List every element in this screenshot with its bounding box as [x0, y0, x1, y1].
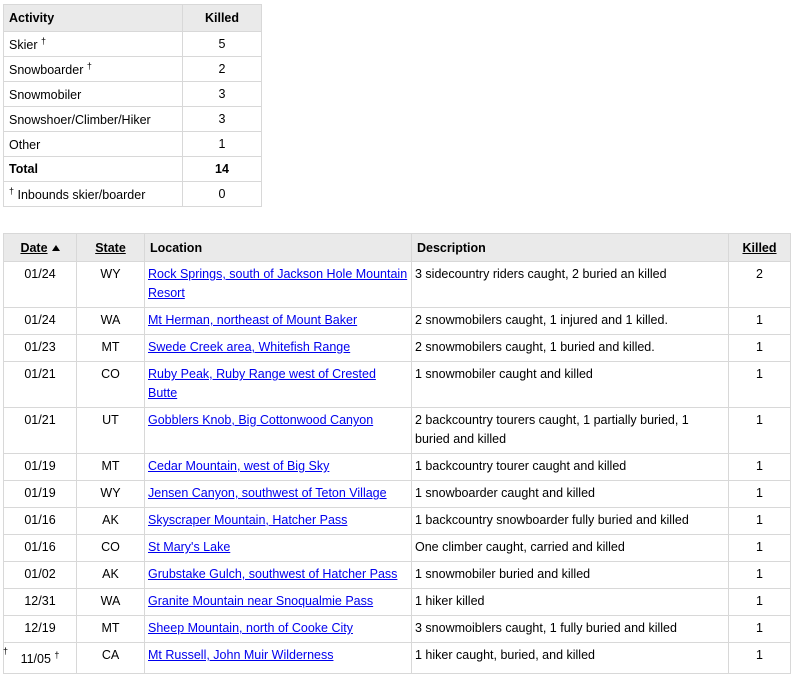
location-cell — [145, 643, 412, 674]
description-cell: 2 snowmobilers caught, 1 buried and killed. — [412, 335, 729, 362]
killed-cell: 5 — [183, 32, 262, 57]
sort-ascending-icon[interactable] — [52, 245, 60, 251]
date-value: 11/05 — [20, 652, 51, 666]
description-cell: 1 snowmobiler buried and killed — [412, 562, 729, 589]
summary-row — [4, 57, 262, 82]
description-column-header: Description — [412, 234, 729, 262]
date-value: 12/31 — [24, 594, 56, 608]
location-cell — [145, 589, 412, 616]
description-cell: 1 snowboarder caught and killed — [412, 481, 729, 508]
location-link[interactable]: Skyscraper Mountain, Hatcher Pass — [148, 513, 348, 527]
date-value: 12/19 — [24, 621, 56, 635]
killed-cell: 1 — [729, 535, 791, 562]
description-cell: 2 backcountry tourers caught, 1 partially buried, 1 buried and killed — [412, 408, 729, 454]
state-header-label[interactable]: State — [95, 240, 126, 255]
events-header-row — [4, 234, 791, 262]
state-cell: CO — [77, 362, 145, 408]
activity-label: Snowmobiler — [9, 88, 82, 102]
location-link[interactable]: Granite Mountain near Snoqualmie Pass — [148, 594, 374, 608]
description-cell: 1 hiker caught, buried, and killed — [412, 643, 729, 674]
table-row — [4, 508, 791, 535]
killed-cell: 1 — [729, 562, 791, 589]
date-cell — [4, 335, 77, 362]
state-cell: MT — [77, 335, 145, 362]
inbounds-label: Inbounds skier/boarder — [17, 188, 146, 202]
description-cell: 1 hiker killed — [412, 589, 729, 616]
date-cell — [4, 454, 77, 481]
killed-header-label[interactable]: Killed — [742, 240, 777, 255]
date-cell — [4, 308, 77, 335]
state-cell: AK — [77, 562, 145, 589]
activity-label: Skier — [9, 38, 38, 52]
date-cell — [4, 535, 77, 562]
activity-cell — [4, 107, 183, 132]
summary-inbounds-row — [4, 182, 262, 207]
killed-cell: 3 — [183, 82, 262, 107]
description-cell: 3 snowmoiblers caught, 1 fully buried and killed — [412, 616, 729, 643]
description-cell: 1 backcountry snowboarder fully buried and killed — [412, 508, 729, 535]
location-cell — [145, 562, 412, 589]
table-row — [4, 408, 791, 454]
summary-total-row — [4, 157, 262, 182]
date-header-label[interactable]: Date — [20, 240, 48, 255]
date-cell — [4, 589, 77, 616]
dagger-mark: † — [9, 186, 15, 196]
date-value: 01/19 — [24, 459, 56, 473]
date-cell — [4, 481, 77, 508]
state-cell: MT — [77, 616, 145, 643]
location-link[interactable]: Rock Springs, south of Jackson Hole Mountain Resort — [148, 267, 408, 300]
date-cell — [4, 616, 77, 643]
date-cell — [4, 362, 77, 408]
killed-cell: 2 — [729, 262, 791, 308]
killed-cell: 1 — [729, 362, 791, 408]
table-row — [4, 643, 791, 674]
killed-cell: 1 — [729, 589, 791, 616]
killed-cell: 1 — [729, 408, 791, 454]
date-value: 01/21 — [24, 367, 56, 381]
description-cell: 1 backcountry tourer caught and killed — [412, 454, 729, 481]
killed-cell: 1 — [729, 508, 791, 535]
summary-row — [4, 132, 262, 157]
date-cell — [4, 643, 77, 674]
activity-column-header: Activity — [4, 5, 183, 32]
avalanche-events-table — [3, 233, 791, 674]
killed-cell: 1 — [729, 335, 791, 362]
state-cell: MT — [77, 454, 145, 481]
summary-row — [4, 32, 262, 57]
killed-cell: 1 — [183, 132, 262, 157]
state-cell: WA — [77, 589, 145, 616]
state-cell: AK — [77, 508, 145, 535]
dagger-mark: † — [54, 650, 60, 660]
table-row — [4, 562, 791, 589]
killed-cell: 1 — [729, 481, 791, 508]
location-cell — [145, 508, 412, 535]
activity-label: Other — [9, 138, 41, 152]
activity-label: Snowboarder — [9, 63, 84, 77]
location-cell — [145, 308, 412, 335]
location-cell — [145, 481, 412, 508]
state-cell: WA — [77, 308, 145, 335]
date-value: 01/16 — [24, 540, 56, 554]
activity-label: Snowshoer/Climber/Hiker — [9, 113, 151, 127]
total-label: Total — [4, 157, 183, 182]
location-link[interactable]: Mt Russell, John Muir Wilderness — [148, 648, 334, 662]
activity-summary-table — [3, 4, 262, 207]
location-column-header: Location — [145, 234, 412, 262]
total-killed: 14 — [183, 157, 262, 182]
killed-column-header[interactable] — [729, 234, 791, 262]
killed-cell: 1 — [729, 308, 791, 335]
location-link[interactable]: Gobblers Knob, Big Cottonwood Canyon — [148, 413, 374, 427]
location-link[interactable]: Ruby Peak, Ruby Range west of Crested Butte — [148, 367, 376, 400]
summary-row — [4, 107, 262, 132]
location-cell — [145, 454, 412, 481]
table-row — [4, 335, 791, 362]
description-cell: One climber caught, carried and killed — [412, 535, 729, 562]
location-link[interactable]: Grubstake Gulch, southwest of Hatcher Pass — [148, 567, 398, 581]
state-cell: WY — [77, 481, 145, 508]
location-link[interactable]: St Mary's Lake — [148, 540, 231, 554]
table-row — [4, 535, 791, 562]
table-row — [4, 262, 791, 308]
summary-row — [4, 82, 262, 107]
date-cell — [4, 408, 77, 454]
killed-cell: 2 — [183, 57, 262, 82]
description-cell: 2 snowmobilers caught, 1 injured and 1 killed. — [412, 308, 729, 335]
date-value: 01/24 — [24, 313, 56, 327]
location-cell — [145, 408, 412, 454]
table-row — [4, 616, 791, 643]
activity-cell — [4, 32, 183, 57]
state-cell: UT — [77, 408, 145, 454]
summary-header-row — [4, 5, 262, 32]
state-cell: CA — [77, 643, 145, 674]
state-cell: CO — [77, 535, 145, 562]
killed-column-header: Killed — [183, 5, 262, 32]
date-cell — [4, 262, 77, 308]
location-link[interactable]: Mt Herman, northeast of Mount Baker — [148, 313, 358, 327]
killed-cell: 3 — [183, 107, 262, 132]
location-cell — [145, 335, 412, 362]
location-link[interactable]: Jensen Canyon, southwest of Teton Village — [148, 486, 387, 500]
activity-cell — [4, 57, 183, 82]
date-value: 01/19 — [24, 486, 56, 500]
location-cell — [145, 535, 412, 562]
date-value: 01/24 — [24, 267, 56, 281]
date-value: 01/23 — [24, 340, 56, 354]
date-value: 01/02 — [24, 567, 56, 581]
date-cell — [4, 508, 77, 535]
table-row — [4, 308, 791, 335]
location-cell — [145, 362, 412, 408]
table-row — [4, 589, 791, 616]
description-cell: 1 snowmobiler caught and killed — [412, 362, 729, 408]
activity-cell — [4, 132, 183, 157]
dagger-mark: † — [86, 61, 92, 71]
table-row — [4, 362, 791, 408]
killed-cell: 1 — [729, 643, 791, 674]
description-cell: 3 sidecountry riders caught, 2 buried an killed — [412, 262, 729, 308]
footnote-fragment: † — [3, 646, 9, 656]
date-cell — [4, 562, 77, 589]
date-column-header[interactable] — [4, 234, 77, 262]
location-cell — [145, 616, 412, 643]
inbounds-killed: 0 — [183, 182, 262, 207]
location-cell — [145, 262, 412, 308]
location-link[interactable]: Cedar Mountain, west of Big Sky — [148, 459, 330, 473]
activity-cell — [4, 82, 183, 107]
location-link[interactable]: Swede Creek area, Whitefish Range — [148, 340, 351, 354]
inbounds-cell — [4, 182, 183, 207]
state-cell: WY — [77, 262, 145, 308]
location-link[interactable]: Sheep Mountain, north of Cooke City — [148, 621, 353, 635]
killed-cell: 1 — [729, 454, 791, 481]
state-column-header[interactable] — [77, 234, 145, 262]
table-row — [4, 481, 791, 508]
date-value: 01/16 — [24, 513, 56, 527]
killed-cell: 1 — [729, 616, 791, 643]
table-row — [4, 454, 791, 481]
dagger-mark: † — [40, 36, 46, 46]
date-value: 01/21 — [24, 413, 56, 427]
